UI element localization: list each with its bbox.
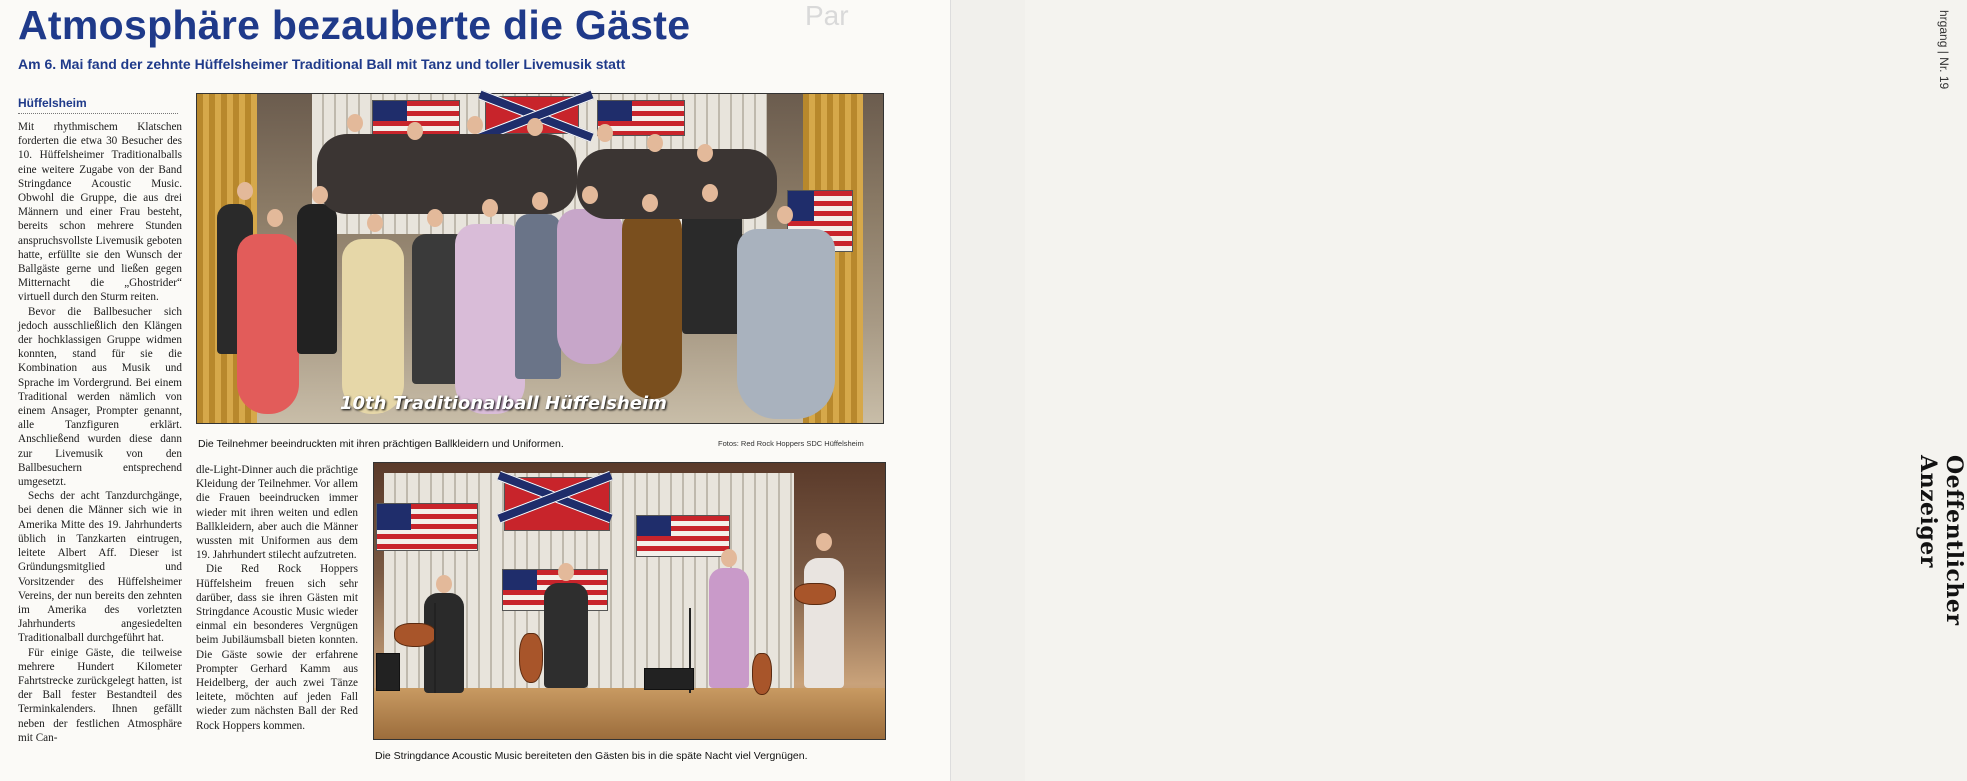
article-column-2 — [196, 463, 358, 733]
issue-number: hrgang | Nr. 19 — [1937, 10, 1951, 90]
photo-caption: Die Stringdance Acoustic Music bereiteten den Gästen bis in die späte Nacht viel Vergnügen. — [375, 750, 808, 762]
guitarist-figure — [804, 558, 844, 688]
cream-ballgown-figure — [342, 239, 404, 414]
article-paragraph: Bevor die Ballbesucher sich jedoch ausschließlich den Klängen der hochklassigen Gruppe widmen konnten, stand für sie die Kombination aus Musik und Sprache im Vordergrund. Bei einem Traditional werden nämlich von einem Ansager, Prompter genannt, alle Tanzfiguren erklärt. Anschließend wurden diese dann zur Livemusik von den Ballbesuchern entsprechend umgesetzt. — [18, 305, 182, 489]
guest-figure — [297, 204, 337, 354]
guitar-icon — [394, 623, 436, 647]
photo-credit: Fotos: Red Rock Hoppers SDC Hüffelsheim — [718, 439, 864, 448]
red-ballgown-figure — [237, 234, 299, 414]
brown-ballgown-figure — [622, 209, 682, 399]
article-paragraph: Mit rhythmischem Klatschen forderten die etwa 30 Besucher des 10. Hüffelsheimer Traditionalballs eine weitere Zugabe von der Band Stringdance Acoustic Music. Obwohl die Gruppe, die aus drei Männern und einer Frau besteht, bereits schon mehrere Stunden anspruchsvollste Livemusik geboten hatte, erfüllte sie den Wunsch der Ballgäste gerne und ließen gegen Mitternacht die „Ghostrider“ virtuell durch den Sturm reiten. — [18, 121, 182, 304]
back-row-guests — [577, 149, 777, 219]
article-column-1 — [18, 120, 182, 745]
band-photo — [373, 462, 886, 740]
article-dateline: Hüffelsheim — [18, 96, 178, 114]
faded-header-fragment: Par — [805, 0, 849, 31]
speaker-icon — [376, 653, 400, 691]
musician-figure — [544, 583, 588, 688]
stage-floor — [374, 688, 885, 739]
uniformed-man-figure — [515, 214, 561, 379]
newspaper-page — [0, 0, 950, 781]
singer-figure — [709, 568, 749, 688]
article-headline: Atmosphäre bezauberte die Gäste — [18, 2, 691, 48]
newspaper-masthead: Oeffentlicher Anzeiger — [1915, 455, 1967, 626]
article-paragraph: Sechs der acht Tanzdurchgänge, bei denen die Männer sich wie in Amerika Mitte des 19. Jahrhunderts üblich in Tanzkarten eintrugen, leitete Albert Aff. Dieser ist Gründungsmitglied und Vorsitzender des Hüffelsheimer Vereins, der nun bereits den zehnten im Amerika des vorletzten Jahrhunderts angesiedelten Traditionalball durchgeführt hat. — [18, 490, 182, 645]
article-paragraph: dle-Light-Dinner auch die prächtige Kleidung der Teilnehmer. Vor allem die Frauen beeindrucken immer wieder mit ihren weiten und edlen Ballkleidern, aber auch die Männer wussten mit Uniformen aus dem 19. Jahrhundert stilecht aufzutreten. — [196, 464, 358, 562]
grey-ballgown-figure — [737, 229, 835, 419]
group-photo — [196, 93, 884, 424]
us-flag — [376, 503, 478, 551]
photo-overlay-text: 10th Traditionalball Hüffelsheim — [340, 393, 667, 414]
article-paragraph: Die Red Rock Hoppers Hüffelsheim freuen sich sehr darüber, dass sie ihren Gästen mit Stringdance Acoustic Music wieder einmal ein besonderes Vergnügen beim Jubiläumsball bieten konnten. Die Gäste sowie der erfahrene Prompter Gerhard Kamm aus Heidelberg, der auch zwei Tänze leitete, möchten auf jeden Fall wieder zum nächsten Ball der Red Rock Hoppers kommen. — [196, 563, 358, 732]
guitar-icon — [794, 583, 836, 605]
confederate-flag — [504, 477, 610, 531]
guest-figure — [682, 204, 742, 334]
banjo-icon — [519, 633, 543, 683]
article-paragraph: Für einige Gäste, die teilweise mehrere Hundert Kilometer Fahrtstrecke zurückgelegt hatten, ist der Ball fester Bestandteil des Terminkalenders. Ihnen gefällt neben der festlichen Atmosphäre mit Can- — [18, 646, 182, 744]
amplifier-icon — [644, 668, 694, 690]
page-edge-sidebar — [950, 0, 1967, 781]
photo-caption: Die Teilnehmer beeindruckten mit ihren prächtigen Ballkleidern und Uniformen. — [198, 438, 564, 450]
pink-ballgown-figure — [557, 209, 623, 364]
article-subheadline: Am 6. Mai fand der zehnte Hüffelsheimer Traditional Ball mit Tanz und toller Livemusik statt — [18, 56, 626, 72]
us-flag — [636, 515, 730, 557]
fiddle-icon — [752, 653, 772, 695]
